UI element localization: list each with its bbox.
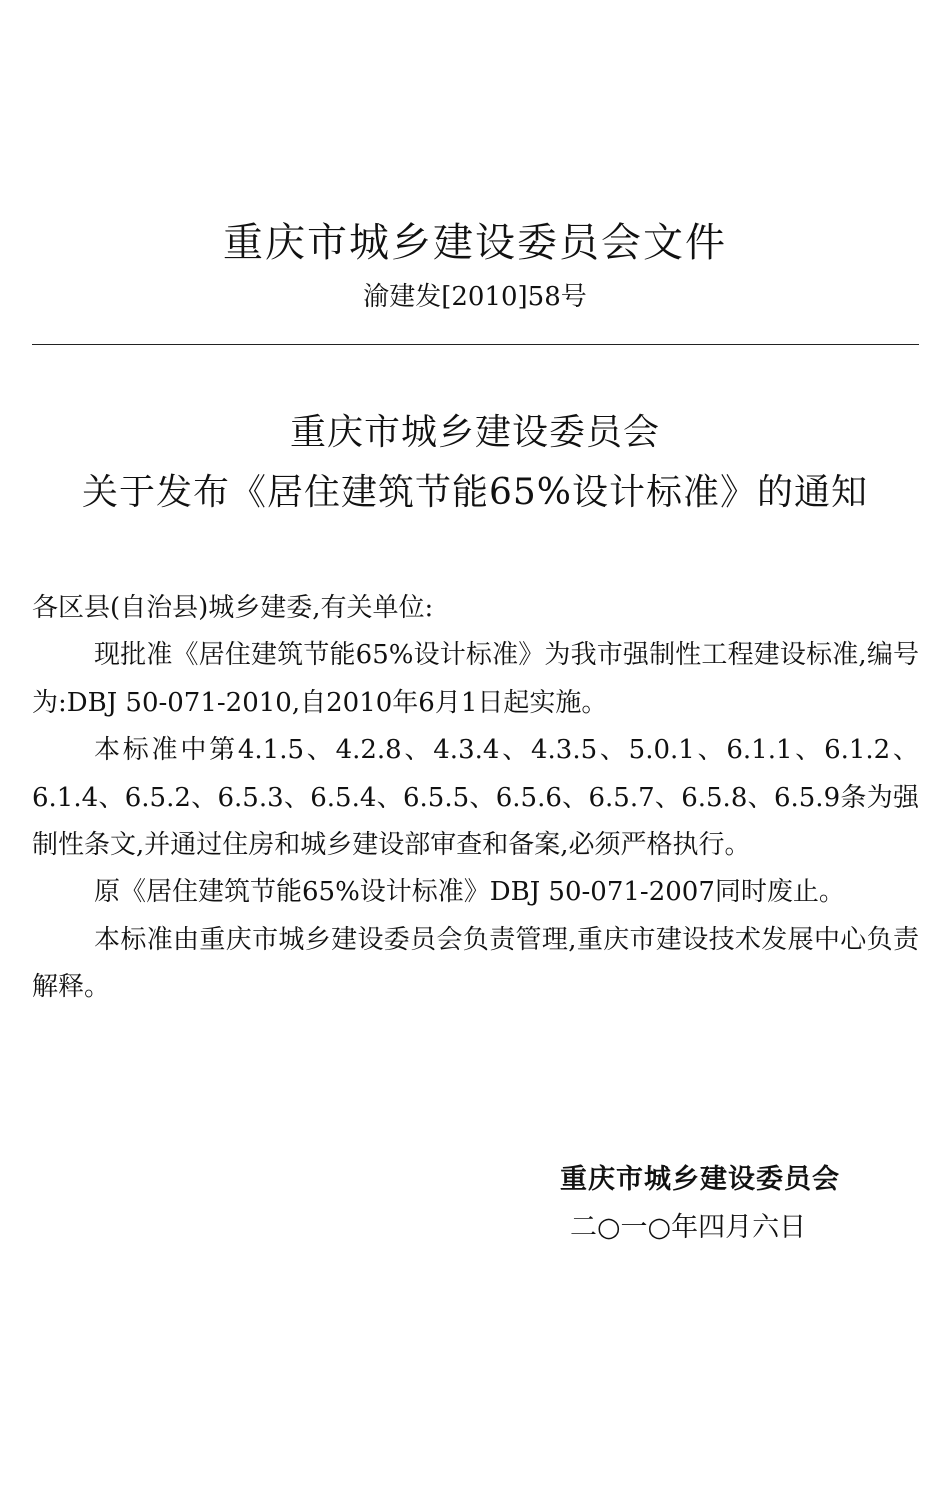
notice-body xyxy=(32,585,919,1012)
notice-title-line1: 重庆市城乡建设委员会 xyxy=(289,412,660,453)
body-paragraph-approval: 现批准《居住建筑节能65%设计标准》为我市强制性工程建设标准,编号为:DBJ 50-071-2010,自2010年6月1日起实施。 xyxy=(32,640,919,718)
header-divider xyxy=(32,344,919,345)
body-paragraph-mandatory-clauses: 本标准中第4.1.5、4.2.8、4.3.4、4.3.5、5.0.1、6.1.1、6.1.2、6.1.4、6.5.2、6.5.3、6.5.4、6.5.5、6.5.6、6.5.7、6.5.8、6.5.9条为强制性条文,并通过住房和城乡建设部审查和备案,必须严格执行。 xyxy=(32,735,919,861)
issue-date: 二○一○年四月六日 xyxy=(570,1212,807,1243)
issuer-signature: 重庆市城乡建设委员会 xyxy=(560,1164,840,1195)
document-number: 渝建发[2010]58号 xyxy=(363,282,587,312)
body-paragraph-management: 本标准由重庆市城乡建设委员会负责管理,重庆市建设技术发展中心负责解释。 xyxy=(32,924,919,1003)
notice-title-line2: 关于发布《居住建筑节能65%设计标准》的通知 xyxy=(81,472,869,513)
salutation: 各区县(自治县)城乡建委,有关单位: xyxy=(32,593,434,623)
body-paragraph-abolition: 原《居住建筑节能65%设计标准》DBJ 50-071-2007同时废止。 xyxy=(94,877,845,908)
document-header-title: 重庆市城乡建设委员会文件 xyxy=(223,220,727,266)
